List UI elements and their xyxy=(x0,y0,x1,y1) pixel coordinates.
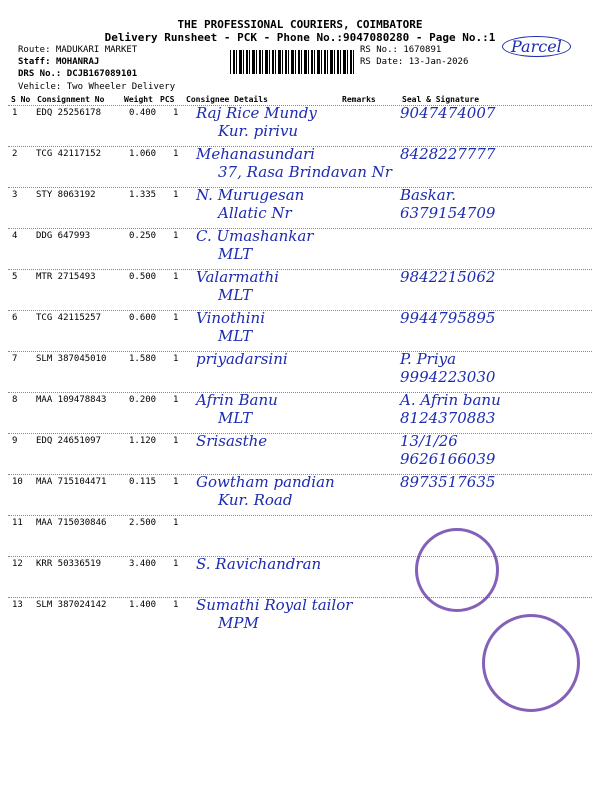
col-seal: Seal & Signature xyxy=(402,95,480,104)
row-signature-phone: 9626166039 xyxy=(400,450,496,468)
rs-number: RS No.: 1670891 xyxy=(360,45,442,55)
row-consignee-address: 37, Rasa Brindavan Nr xyxy=(218,163,392,181)
row-divider xyxy=(8,310,592,311)
row-weight: 0.115 xyxy=(129,477,157,487)
row-weight: 1.400 xyxy=(129,600,157,610)
row-consignee-address: MLT xyxy=(218,245,253,263)
row-sno: 11 xyxy=(12,518,23,528)
row-signature-phone: 9994223030 xyxy=(400,368,496,386)
runsheet-subtitle: Delivery Runsheet - PCK - Phone No.:9047080280 - Page No.:1 xyxy=(104,31,496,44)
row-consignee-address: MLT xyxy=(218,327,253,345)
row-consignment-no: EDQ 25256178 xyxy=(36,108,102,118)
row-weight: 0.250 xyxy=(129,231,157,241)
row-weight: 3.400 xyxy=(129,559,157,569)
vehicle: Vehicle: Two Wheeler Delivery xyxy=(18,82,176,92)
drs-number: DRS No.: DCJB167089101 xyxy=(18,69,138,79)
row-consignee-address: MLT xyxy=(218,409,253,427)
row-consignment-no: TCG 42115257 xyxy=(36,313,102,323)
row-consignee-address: MPM xyxy=(218,614,259,632)
row-sno: 13 xyxy=(12,600,23,610)
tailor-seal-stamp xyxy=(482,614,580,712)
row-sno: 5 xyxy=(12,272,18,282)
col-consignment: Consignment No xyxy=(37,95,105,104)
row-consignment-no: SLM 387024142 xyxy=(36,600,107,610)
row-consignee-name: priyadarsini xyxy=(196,350,288,368)
row-consignment-no: STY 8063192 xyxy=(36,190,96,200)
row-weight: 1.335 xyxy=(129,190,157,200)
rs-date: RS Date: 13-Jan-2026 xyxy=(360,57,469,67)
row-consignment-no: TCG 42117152 xyxy=(36,149,102,159)
row-sno: 1 xyxy=(12,108,18,118)
row-signature: Baskar. xyxy=(400,186,456,204)
row-divider xyxy=(8,515,592,516)
barcode xyxy=(230,50,355,74)
row-divider xyxy=(8,433,592,434)
row-divider xyxy=(8,269,592,270)
row-consignee-name: S. Ravichandran xyxy=(196,555,322,573)
row-consignee-name: N. Murugesan xyxy=(196,186,305,204)
col-pcs: PCS xyxy=(160,95,175,104)
row-consignee-name: C. Umashankar xyxy=(196,227,314,245)
row-sno: 4 xyxy=(12,231,18,241)
row-signature: P. Priya xyxy=(400,350,457,368)
row-sno: 9 xyxy=(12,436,18,446)
row-pcs: 1 xyxy=(173,149,179,159)
row-weight: 0.400 xyxy=(129,108,157,118)
courier-seal-stamp xyxy=(415,528,499,612)
company-title: THE PROFESSIONAL COURIERS, COIMBATORE xyxy=(177,18,423,31)
route: Route: MADUKARI MARKET xyxy=(18,45,138,55)
row-signature: 9944795895 xyxy=(400,309,496,327)
row-consignee-name: Raj Rice Mundy xyxy=(196,104,317,122)
row-consignee-name: Valarmathi xyxy=(196,268,279,286)
row-pcs: 1 xyxy=(173,559,179,569)
row-weight: 2.500 xyxy=(129,518,157,528)
row-pcs: 1 xyxy=(173,190,179,200)
row-signature: A. Afrin banu xyxy=(400,391,501,409)
row-consignee-name: Gowtham pandian xyxy=(196,473,335,491)
col-sno: S No xyxy=(11,95,31,104)
row-consignee-name: Srisasthe xyxy=(196,432,268,450)
row-signature-phone: 6379154709 xyxy=(400,204,496,222)
row-pcs: 1 xyxy=(173,272,179,282)
row-weight: 0.200 xyxy=(129,395,157,405)
col-remarks: Remarks xyxy=(342,95,376,104)
row-weight: 0.500 xyxy=(129,272,157,282)
row-consignee-name: Mehanasundari xyxy=(196,145,315,163)
row-pcs: 1 xyxy=(173,313,179,323)
row-pcs: 1 xyxy=(173,477,179,487)
row-signature-phone: 8124370883 xyxy=(400,409,496,427)
row-consignee-name: Sumathi Royal tailor xyxy=(196,596,353,614)
row-consignment-no: MAA 109478843 xyxy=(36,395,107,405)
row-consignment-no: KRR 50336519 xyxy=(36,559,102,569)
parcel-note: Parcel xyxy=(502,36,571,57)
row-sno: 12 xyxy=(12,559,23,569)
row-sno: 6 xyxy=(12,313,18,323)
row-pcs: 1 xyxy=(173,600,179,610)
row-sno: 10 xyxy=(12,477,23,487)
row-consignee-name: Afrin Banu xyxy=(196,391,278,409)
row-consignment-no: MTR 2715493 xyxy=(36,272,96,282)
row-pcs: 1 xyxy=(173,395,179,405)
row-consignment-no: MAA 715030846 xyxy=(36,518,107,528)
row-consignee-address: Allatic Nr xyxy=(218,204,292,222)
row-weight: 1.060 xyxy=(129,149,157,159)
row-consignee-address: MLT xyxy=(218,286,253,304)
row-weight: 1.580 xyxy=(129,354,157,364)
row-sno: 8 xyxy=(12,395,18,405)
row-consignee-name: Vinothini xyxy=(196,309,266,327)
row-pcs: 1 xyxy=(173,108,179,118)
row-consignment-no: SLM 387045010 xyxy=(36,354,107,364)
row-consignee-address: Kur. pirivu xyxy=(218,122,299,140)
row-signature: 8428227777 xyxy=(400,145,496,163)
row-consignment-no: MAA 715104471 xyxy=(36,477,107,487)
row-consignment-no: EDQ 24651097 xyxy=(36,436,102,446)
row-consignment-no: DDG 647993 xyxy=(36,231,91,241)
row-divider xyxy=(8,392,592,393)
row-divider xyxy=(8,351,592,352)
col-details: Consignee Details xyxy=(186,95,268,104)
row-signature: 13/1/26 xyxy=(400,432,458,450)
row-weight: 1.120 xyxy=(129,436,157,446)
row-pcs: 1 xyxy=(173,518,179,528)
row-signature: 9047474007 xyxy=(400,104,496,122)
row-consignee-address: Kur. Road xyxy=(218,491,293,509)
row-pcs: 1 xyxy=(173,231,179,241)
row-sno: 3 xyxy=(12,190,18,200)
row-pcs: 1 xyxy=(173,354,179,364)
row-sno: 2 xyxy=(12,149,18,159)
row-pcs: 1 xyxy=(173,436,179,446)
row-weight: 0.600 xyxy=(129,313,157,323)
staff: Staff: MOHANRAJ xyxy=(18,57,100,67)
row-signature: 9842215062 xyxy=(400,268,496,286)
row-sno: 7 xyxy=(12,354,18,364)
col-weight: Weight xyxy=(124,95,153,104)
row-signature: 8973517635 xyxy=(400,473,496,491)
